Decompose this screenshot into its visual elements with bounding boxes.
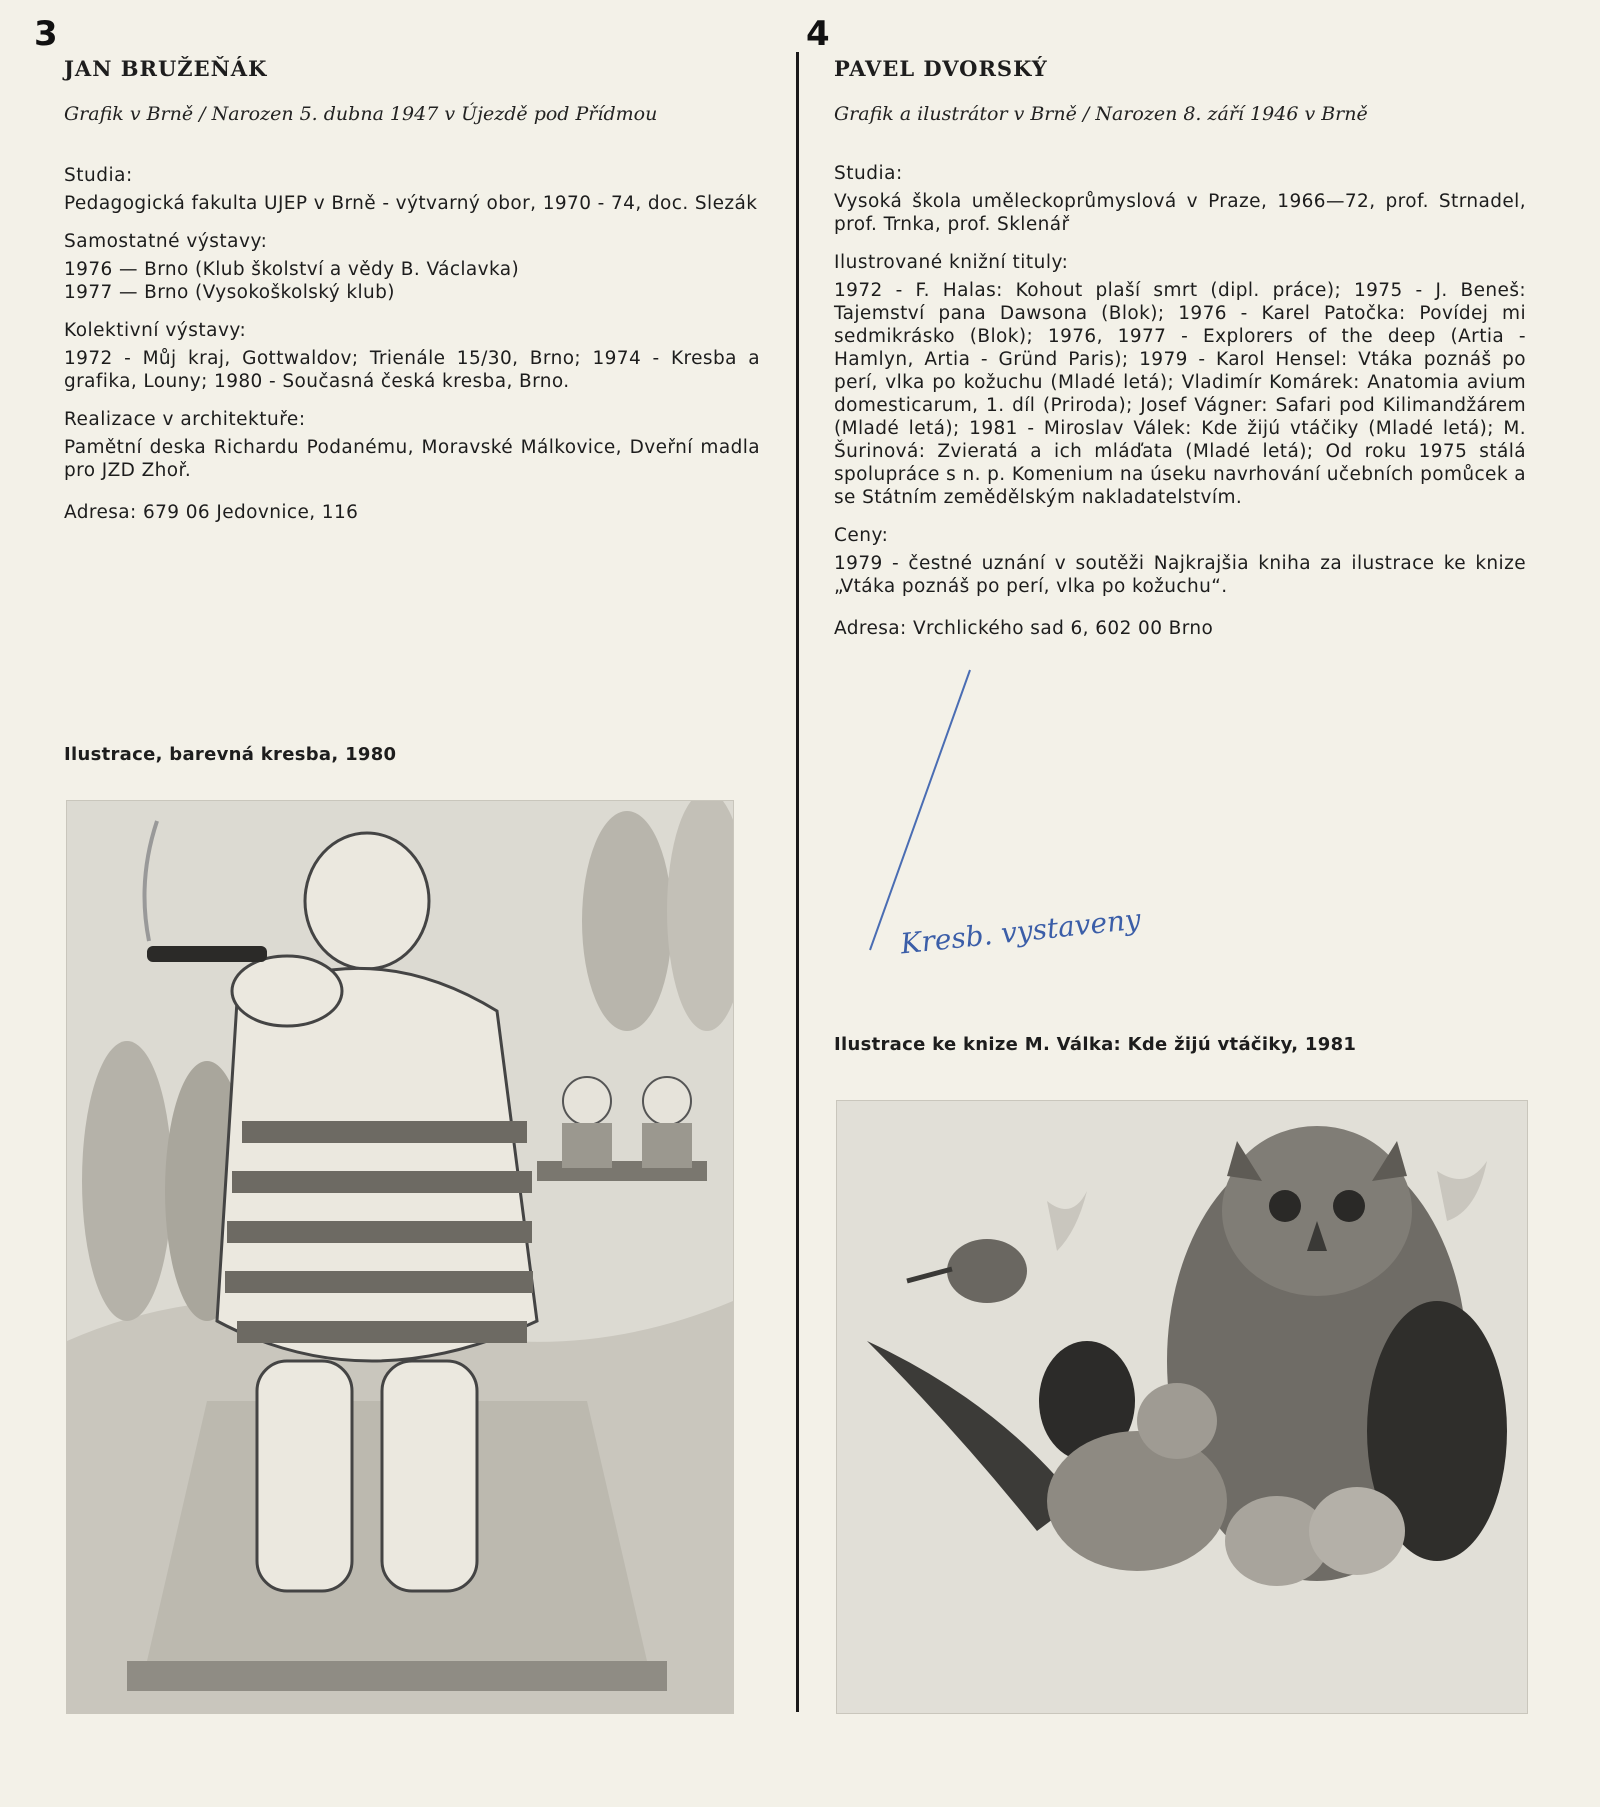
section-text-architecture: Pamětní deska Richardu Podanému, Moravské Málkovice, Dveřní madla pro JZD Zhoř. bbox=[64, 437, 760, 481]
illustration-caption-left: Ilustrace, barevná kresba, 1980 bbox=[64, 744, 397, 765]
section-text-group-exhibitions: 1972 - Můj kraj, Gottwaldov; Trienále 15/30, Brno; 1974 - Kresba a grafika, Louny; 1980 - Současná česká kresba, Brno. bbox=[64, 348, 760, 392]
section-label-group-exhibitions: Kolektivní výstavy: bbox=[64, 320, 247, 341]
section-label-architecture: Realizace v architektuře: bbox=[64, 409, 306, 430]
illustration-caption-right: Ilustrace ke knize M. Válka: Kde žijú vtáčiky, 1981 bbox=[834, 1034, 1357, 1055]
section-text-studies: Vysoká škola uměleckoprůmyslová v Praze, 1966—72, prof. Strnadel, prof. Trnka, prof. Sklenář bbox=[834, 191, 1526, 235]
artist-entry-left bbox=[64, 52, 760, 523]
artist-entry-right bbox=[834, 52, 1526, 639]
pen-stroke bbox=[860, 660, 980, 960]
page-number-left: 3 bbox=[34, 14, 58, 54]
column-divider bbox=[796, 52, 799, 1712]
handwritten-note: Kresb. vystaveny bbox=[898, 902, 1143, 961]
section-label-studies: Studia: bbox=[834, 163, 903, 184]
section-text-awards: 1979 - čestné uznání v soutěži Najkrajšia kniha za ilustrace ke knize „Vtáka poznáš po perí, vlka po kožuchu“. bbox=[834, 553, 1526, 597]
artist-address: Adresa: Vrchlického sad 6, 602 00 Brno bbox=[834, 618, 1214, 639]
section-text-studies: Pedagogická fakulta UJEP v Brně - výtvarný obor, 1970 - 74, doc. Slezák bbox=[64, 193, 758, 214]
artist-subtitle: Grafik a ilustrátor v Brně / Narozen 8. září 1946 v Brně bbox=[834, 103, 1368, 125]
artist-address: Adresa: 679 06 Jedovnice, 116 bbox=[64, 502, 359, 523]
section-label-studies: Studia: bbox=[64, 165, 133, 186]
illustration-birds-owl bbox=[836, 1100, 1528, 1714]
artist-subtitle: Grafik v Brně / Narozen 5. dubna 1947 v Újezdě pod Přídmou bbox=[64, 103, 658, 125]
section-label-solo-exhibitions: Samostatné výstavy: bbox=[64, 231, 268, 252]
section-text-illustrated-books: 1972 - F. Halas: Kohout plaší smrt (dipl. práce); 1975 - J. Beneš: Tajemství pana Dawsona (Blok); 1976 - Karel Patočka: Povídej mi sedmikrásko (Blok); 1976, 1977 - Explorers of the deep (Artia - Hamlyn, Artia - Gründ Paris); 1979 - Karol Hensel: Vtáka poznáš po perí, vlka po kožuchu (Mladé letá); Vladimír Komárek: Anatomia avium domesticarum, 1. díl (Priroda); Josef Vágner: Safari pod Kilimandžárem (Mladé letá); 1981 - Miroslav Válek: Kde žijú vtáčiky (Mladé letá); M. Šurinová: Zvieratá a ich mláďata (Mladé letá); Od roku 1975 stálá spolupráce s n. p. Komenium na úseku navrhování učebních pomůcek a se Státním zemědělským nakladatelstvím. bbox=[834, 280, 1526, 508]
section-label-illustrated-books: Ilustrované knižní tituly: bbox=[834, 252, 1069, 273]
illustration-man-striped-swimsuit bbox=[66, 800, 734, 1714]
page-number-right: 4 bbox=[806, 14, 830, 54]
section-label-awards: Ceny: bbox=[834, 525, 889, 546]
artist-name: PAVEL DVORSKÝ bbox=[834, 56, 1048, 81]
artist-name: JAN BRUŽEŇÁK bbox=[64, 56, 268, 81]
section-text-solo-exhibitions: 1976 — Brno (Klub školství a vědy B. Václavka) 1977 — Brno (Vysokoškolský klub) bbox=[64, 259, 520, 303]
